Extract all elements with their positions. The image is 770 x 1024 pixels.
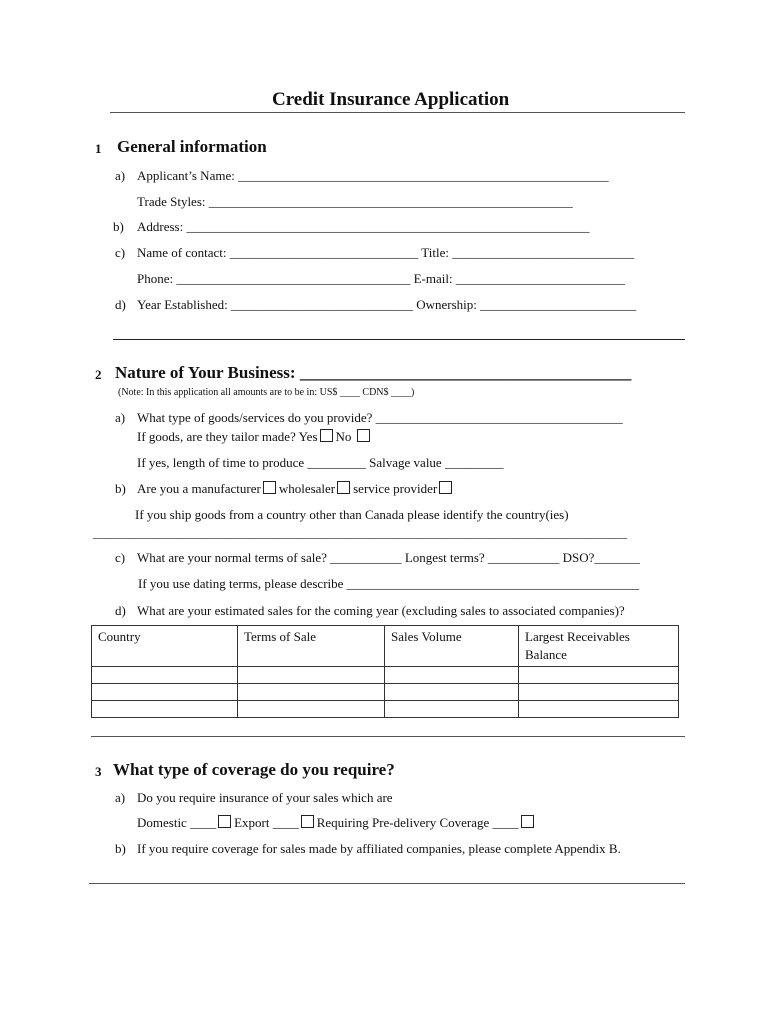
table-cell[interactable] (385, 684, 519, 701)
wholesaler-checkbox[interactable] (337, 481, 350, 494)
item-b-label: b) (115, 481, 126, 496)
table-cell[interactable] (238, 701, 385, 718)
section-3-number: 3 (95, 764, 102, 779)
ship-countries-field[interactable]: _________________________________________________________________________________________ (93, 526, 627, 540)
export-label: Export ____ (234, 815, 299, 830)
table-row (92, 684, 679, 701)
no-label: No (335, 429, 352, 444)
manufacturer-label: Are you a manufacturer (137, 481, 261, 496)
table-cell[interactable] (385, 701, 519, 718)
coverage-question: Do you require insurance of your sales which are (137, 790, 393, 805)
sales-table (91, 625, 679, 718)
section-2-heading[interactable] (115, 363, 631, 383)
table-row (92, 667, 679, 684)
table-cell[interactable] (519, 667, 679, 684)
estimated-sales-label: What are your estimated sales for the coming year (excluding sales to associated companies)? (137, 603, 625, 618)
item-c-label: c) (115, 245, 126, 260)
tailor-made-row (137, 429, 373, 445)
trade-styles-field[interactable]: Trade Styles: ________________________________________________________ (137, 194, 573, 209)
table-cell[interactable] (519, 684, 679, 701)
column-header-volume: Sales Volume (385, 626, 519, 667)
dating-terms-field[interactable]: If you use dating terms, please describe _____________________________________________ (138, 576, 640, 591)
export-checkbox[interactable] (301, 815, 314, 828)
business-nature-field[interactable]: : _______________________________________ (289, 363, 632, 382)
domestic-checkbox[interactable] (218, 815, 231, 828)
table-cell[interactable] (238, 667, 385, 684)
section-divider (113, 339, 685, 340)
item-a-label: a) (115, 410, 126, 425)
section-3-heading: What type of coverage do you require? (113, 760, 395, 779)
domestic-label: Domestic ____ (137, 815, 217, 830)
applicant-name-field[interactable]: Applicant’s Name: _________________________________________________________ (137, 168, 609, 183)
column-header-country: Country (92, 626, 238, 667)
section-divider (91, 736, 685, 737)
manufacturer-checkbox[interactable] (263, 481, 276, 494)
item-a-label: a) (115, 168, 126, 183)
tailor-made-label: If goods, are they tailor made? Yes (137, 429, 318, 444)
wholesaler-label: wholesaler (278, 481, 336, 496)
predelivery-label: Requiring Pre-delivery Coverage ____ (316, 815, 519, 830)
item-c-label: c) (115, 550, 126, 565)
table-cell[interactable] (92, 701, 238, 718)
coverage-options-row (137, 815, 537, 831)
column-header-terms: Terms of Sale (238, 626, 385, 667)
service-provider-checkbox[interactable] (439, 481, 452, 494)
page-title: Credit Insurance Application (272, 89, 510, 110)
section-2-number: 2 (95, 367, 102, 382)
address-field[interactable]: Address: ______________________________________________________________ (137, 219, 590, 234)
item-b-label: b) (113, 219, 124, 234)
table-cell[interactable] (92, 684, 238, 701)
item-d-label: d) (115, 297, 126, 312)
affiliated-coverage-note: If you require coverage for sales made by affiliated companies, please complete Appendix B. (137, 841, 621, 856)
section-2-heading-text: Nature of Your Business (115, 363, 290, 382)
column-header-receivables: Largest Receivables Balance (519, 626, 679, 667)
phone-email-field[interactable]: Phone: ____________________________________ E-mail: __________________________ (137, 271, 625, 286)
contact-title-field[interactable]: Name of contact: _____________________________ Title: ____________________________ (137, 245, 635, 260)
item-a-label: a) (115, 790, 126, 805)
goods-services-field[interactable]: What type of goods/services do you provide? ______________________________________ (137, 410, 623, 425)
table-row (92, 701, 679, 718)
title-rule (110, 112, 685, 113)
table-cell[interactable] (519, 701, 679, 718)
section-divider (89, 883, 685, 884)
yes-checkbox[interactable] (320, 429, 333, 442)
table-cell[interactable] (238, 684, 385, 701)
table-cell[interactable] (92, 667, 238, 684)
business-type-row (137, 481, 455, 497)
service-provider-label: service provider (353, 481, 438, 496)
terms-of-sale-field[interactable]: What are your normal terms of sale? ___________ Longest terms? ___________ DSO?_______ (137, 550, 640, 565)
production-salvage-field[interactable]: If yes, length of time to produce _________ Salvage value _________ (137, 455, 504, 470)
section-1-number: 1 (95, 141, 102, 156)
section-1-heading: General information (117, 137, 267, 156)
table-cell[interactable] (385, 667, 519, 684)
no-checkbox[interactable] (357, 429, 370, 442)
table-header-row (92, 626, 679, 667)
predelivery-checkbox[interactable] (521, 815, 534, 828)
year-ownership-field[interactable]: Year Established: ____________________________ Ownership: ________________________ (137, 297, 637, 312)
currency-note: (Note: In this application all amounts are to be in: US$ ____ CDN$ ____) (118, 387, 415, 398)
item-d-label: d) (115, 603, 126, 618)
item-b-label: b) (115, 841, 126, 856)
ship-countries-label: If you ship goods from a country other than Canada please identify the country(ies) (135, 507, 569, 522)
